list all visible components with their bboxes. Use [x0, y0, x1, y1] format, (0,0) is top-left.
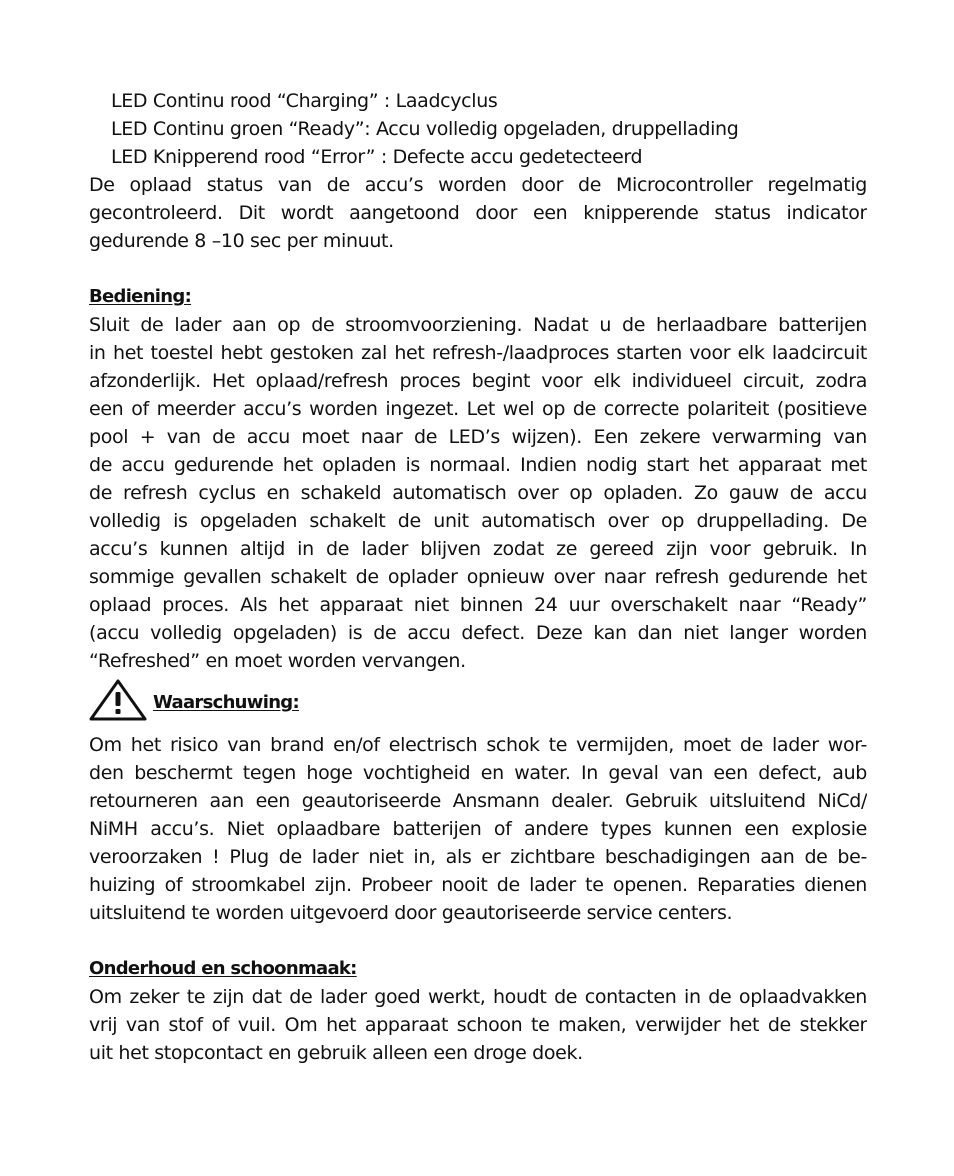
paragraph-line: in het toestel hebt gestoken zal het refresh-/laadproces starten voor elk laadcircuit	[89, 342, 867, 364]
paragraph-line: retourneren aan een geautoriseerde Ansmann dealer. Gebruik uitsluitend NiCd/	[89, 790, 867, 812]
paragraph-line: volledig is opgeladen schakelt de unit automatisch over op druppellading. De	[89, 510, 867, 532]
paragraph-line: accu’s kunnen altijd in de lader blijven zodat ze gereed zijn voor gebruik. In	[89, 538, 867, 560]
paragraph-line: de accu gedurende het opladen is normaal. Indien nodig start het apparaat met	[89, 454, 867, 476]
paragraph-line: sommige gevallen schakelt de oplader opnieuw over naar refresh gedurende het	[89, 566, 867, 588]
paragraph-line: huizing of stroomkabel zijn. Probeer nooit de lader te openen. Reparaties dienen	[89, 874, 867, 896]
paragraph-line: Om het risico van brand en/of electrisch schok te vermijden, moet de lader wor-	[89, 734, 867, 756]
paragraph-line: NiMH accu’s. Niet oplaadbare batterijen of andere types kunnen een explosie	[89, 818, 867, 840]
section-onderhoud	[89, 955, 867, 1067]
paragraph-line: vrij van stof of vuil. Om het apparaat schoon te maken, verwijder het de stekker	[89, 1014, 867, 1036]
section-heading: Bediening:	[89, 286, 192, 307]
manual-page	[89, 87, 867, 1067]
paragraph-line: de refresh cyclus en schakeld automatisch over op opladen. Zo gauw de accu	[89, 482, 867, 504]
paragraph-line: oplaad proces. Als het apparaat niet binnen 24 uur overschakelt naar “Ready”	[89, 594, 867, 616]
spacer	[89, 255, 867, 283]
section-bediening	[89, 283, 867, 675]
paragraph-line: den beschermt tegen hoge vochtigheid en water. In geval van een defect, aub	[89, 762, 867, 784]
paragraph-line: afzonderlijk. Het oplaad/refresh proces begint voor elk individueel circuit, zodra	[89, 370, 867, 392]
paragraph-line: gedurende 8 –10 sec per minuut.	[89, 230, 394, 252]
paragraph-line: uit het stopcontact en gebruik alleen een droge doek.	[89, 1042, 583, 1064]
paragraph-line: Sluit de lader aan op de stroomvoorziening. Nadat u de herlaadbare batterijen	[89, 314, 867, 336]
paragraph-line: gecontroleerd. Dit wordt aangetoond door een knipperende status indicator	[89, 202, 867, 224]
led-status-error: LED Knipperend rood “Error” : Defecte accu gedetecteerd	[111, 146, 643, 168]
led-status-list	[89, 87, 867, 171]
led-status-charging: LED Continu rood “Charging” : Laadcyclus	[111, 90, 498, 112]
warning-heading-row	[89, 675, 867, 731]
section-heading: Waarschuwing:	[153, 692, 299, 713]
section-heading: Onderhoud en schoonmaak:	[89, 958, 357, 979]
led-status-ready: LED Continu groen “Ready”: Accu volledig opgeladen, druppellading	[111, 118, 739, 140]
paragraph-line: De oplaad status van de accu’s worden door de Microcontroller regelmatig	[89, 174, 867, 196]
paragraph-line: “Refreshed” en moet worden vervangen.	[89, 650, 466, 672]
section-waarschuwing	[89, 675, 867, 927]
warning-triangle-icon	[89, 679, 147, 721]
status-paragraph	[89, 171, 867, 255]
spacer	[89, 927, 867, 955]
paragraph-line: uitsluitend te worden uitgevoerd door geautoriseerde service centers.	[89, 902, 733, 924]
paragraph-line: pool + van de accu moet naar de LED’s wijzen). Een zekere verwarming van	[89, 426, 867, 448]
paragraph-line: een of meerder accu’s worden ingezet. Let wel op de correcte polariteit (positieve	[89, 398, 867, 420]
paragraph-line: (accu volledig opgeladen) is de accu defect. Deze kan dan niet langer worden	[89, 622, 867, 644]
paragraph-line: veroorzaken ! Plug de lader niet in, als er zichtbare beschadigingen aan de be-	[89, 846, 867, 868]
paragraph-line: Om zeker te zijn dat de lader goed werkt, houdt de contacten in de oplaadvakken	[89, 986, 867, 1008]
